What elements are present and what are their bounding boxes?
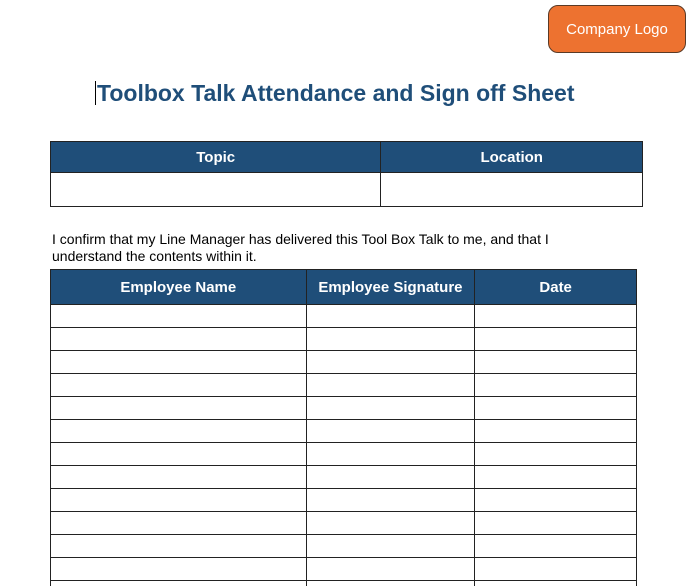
employee-name-cell[interactable] bbox=[51, 466, 307, 489]
employee-signature-cell[interactable] bbox=[306, 512, 475, 535]
employee-row bbox=[51, 397, 637, 420]
employee-name-cell[interactable] bbox=[51, 420, 307, 443]
date-cell[interactable] bbox=[475, 443, 637, 466]
employee-row bbox=[51, 351, 637, 374]
date-cell[interactable] bbox=[475, 489, 637, 512]
date-cell[interactable] bbox=[475, 512, 637, 535]
topic-entry-cell[interactable] bbox=[51, 173, 381, 207]
date-header: Date bbox=[475, 270, 637, 305]
date-cell[interactable] bbox=[475, 351, 637, 374]
employee-signature-header: Employee Signature bbox=[306, 270, 475, 305]
employee-row bbox=[51, 420, 637, 443]
date-cell[interactable] bbox=[475, 535, 637, 558]
date-cell[interactable] bbox=[475, 305, 637, 328]
employee-name-cell[interactable] bbox=[51, 489, 307, 512]
employee-signature-cell[interactable] bbox=[306, 374, 475, 397]
employee-row bbox=[51, 535, 637, 558]
employee-row bbox=[51, 443, 637, 466]
employee-name-header: Employee Name bbox=[51, 270, 307, 305]
employee-name-cell[interactable] bbox=[51, 351, 307, 374]
employee-name-cell[interactable] bbox=[51, 374, 307, 397]
text-cursor bbox=[95, 81, 96, 105]
employee-signature-cell[interactable] bbox=[306, 420, 475, 443]
employee-row bbox=[51, 512, 637, 535]
employee-row bbox=[51, 374, 637, 397]
employee-signature-cell[interactable] bbox=[306, 535, 475, 558]
title-line[interactable] bbox=[95, 78, 575, 108]
date-cell[interactable] bbox=[475, 420, 637, 443]
employee-signature-cell[interactable] bbox=[306, 305, 475, 328]
employee-signature-cell[interactable] bbox=[306, 489, 475, 512]
location-entry-cell[interactable] bbox=[381, 173, 643, 207]
confirmation-statement: I confirm that my Line Manager has delivered this Tool Box Talk to me, and that I understand the contents within it. bbox=[52, 231, 549, 264]
employee-signature-cell[interactable] bbox=[306, 397, 475, 420]
employee-signature-cell[interactable] bbox=[306, 443, 475, 466]
employee-name-cell[interactable] bbox=[51, 581, 307, 586]
employee-signature-cell[interactable] bbox=[306, 351, 475, 374]
page-title[interactable]: Toolbox Talk Attendance and Sign off Sheet bbox=[97, 79, 575, 106]
employee-row bbox=[51, 558, 637, 581]
employee-signature-cell[interactable] bbox=[306, 581, 475, 586]
location-header: Location bbox=[381, 142, 643, 173]
date-cell[interactable] bbox=[475, 374, 637, 397]
employee-row bbox=[51, 466, 637, 489]
date-cell[interactable] bbox=[475, 466, 637, 489]
employee-signature-cell[interactable] bbox=[306, 466, 475, 489]
employee-row bbox=[51, 305, 637, 328]
employee-name-cell[interactable] bbox=[51, 535, 307, 558]
employee-name-cell[interactable] bbox=[51, 443, 307, 466]
date-cell[interactable] bbox=[475, 397, 637, 420]
employee-rows bbox=[51, 305, 637, 586]
topic-location-table bbox=[50, 141, 643, 207]
employee-signature-cell[interactable] bbox=[306, 558, 475, 581]
topic-location-header-row bbox=[51, 142, 643, 173]
employee-row bbox=[51, 581, 637, 586]
topic-header: Topic bbox=[51, 142, 381, 173]
date-cell[interactable] bbox=[475, 558, 637, 581]
company-logo-placeholder bbox=[548, 5, 686, 53]
employee-name-cell[interactable] bbox=[51, 305, 307, 328]
company-logo-label: Company Logo bbox=[566, 20, 668, 38]
topic-location-entry-row bbox=[51, 173, 643, 207]
employee-name-cell[interactable] bbox=[51, 328, 307, 351]
employee-row bbox=[51, 328, 637, 351]
employee-name-cell[interactable] bbox=[51, 397, 307, 420]
employee-signoff-table bbox=[50, 269, 637, 586]
employee-name-cell[interactable] bbox=[51, 558, 307, 581]
employee-name-cell[interactable] bbox=[51, 512, 307, 535]
employee-row bbox=[51, 489, 637, 512]
employee-header-row bbox=[51, 270, 637, 305]
date-cell[interactable] bbox=[475, 581, 637, 586]
date-cell[interactable] bbox=[475, 328, 637, 351]
employee-signature-cell[interactable] bbox=[306, 328, 475, 351]
